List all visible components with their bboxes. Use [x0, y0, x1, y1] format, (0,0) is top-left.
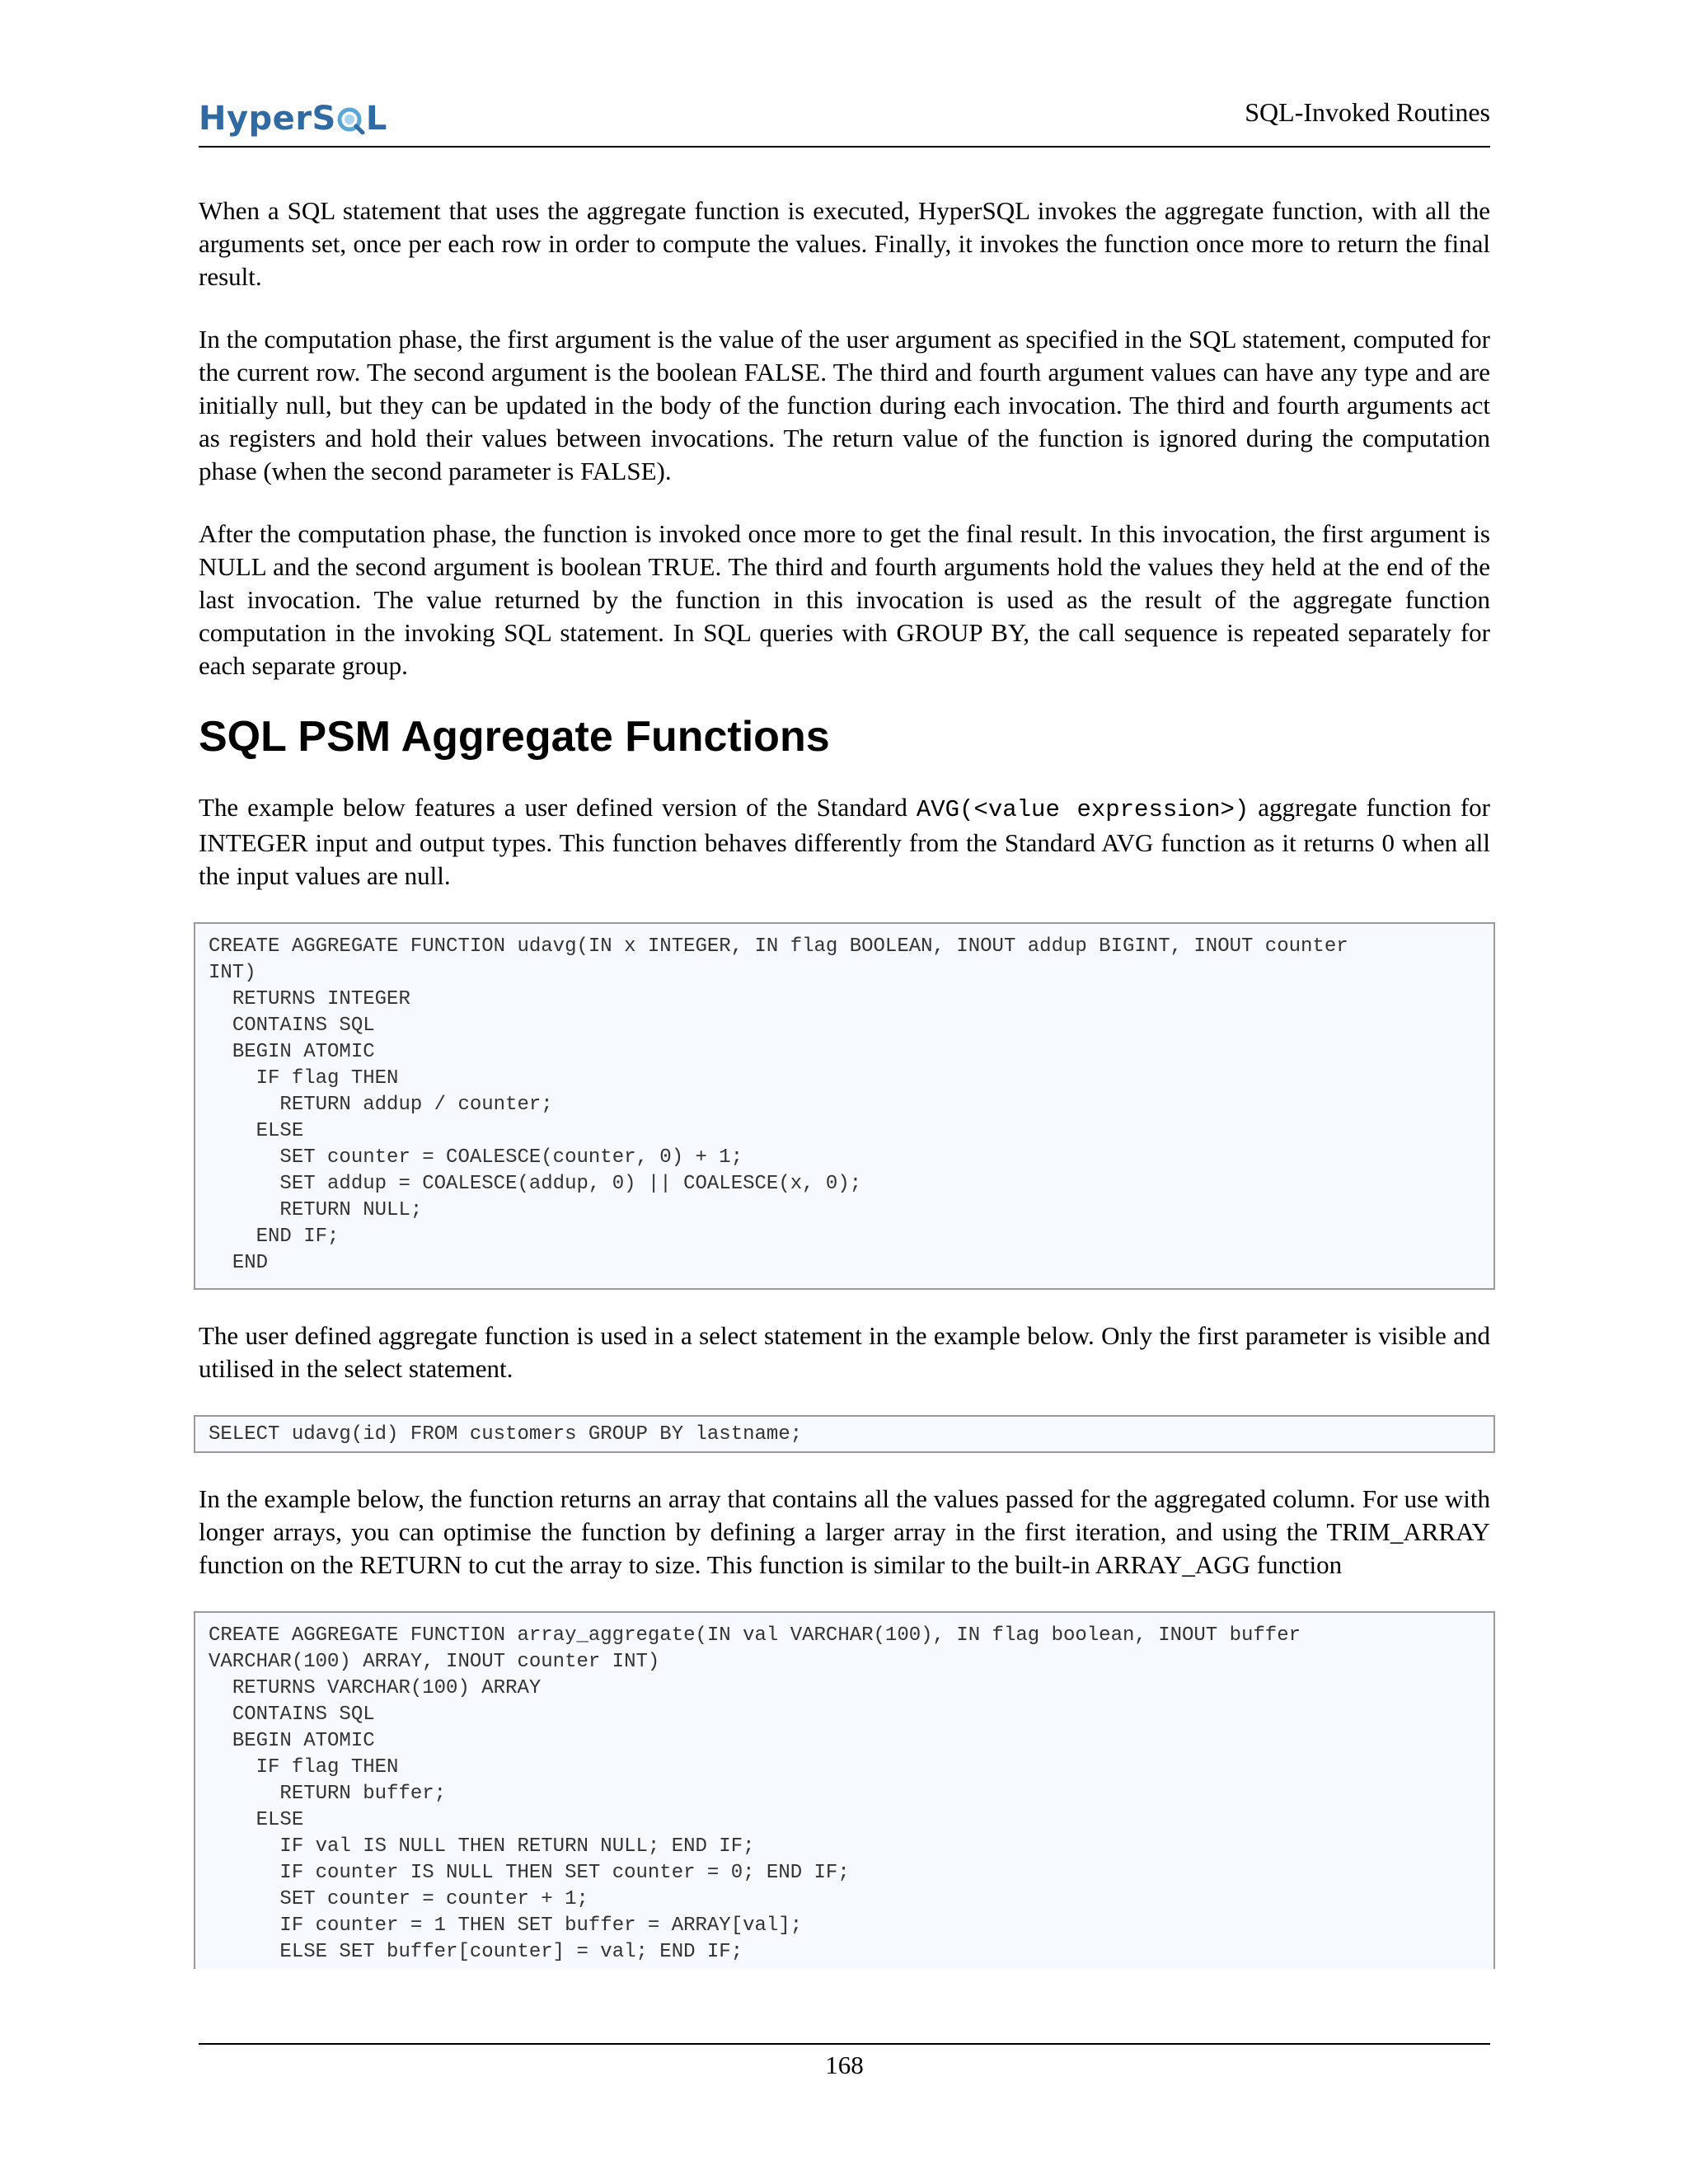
code-block-select: SELECT udavg(id) FROM customers GROUP BY lastname;	[194, 1415, 1495, 1453]
paragraph-udavg-intro-before: The example below features a user defined version of the Standard	[199, 793, 917, 822]
magnifier-q-icon	[337, 105, 365, 133]
logo-text-left: HyperS	[199, 100, 336, 138]
paragraph-udavg-intro-after: aggregate function for INTEGER input and output types. This function behaves differently from the Standard AVG function as it returns 0 when all the input values are null.	[199, 793, 1491, 890]
page-header	[199, 91, 1490, 148]
hypersql-logo	[199, 97, 387, 140]
paragraph-select-usage: The user defined aggregate function is used in a select statement in the example below. Only the first parameter is visible and utilised in the select statement.	[199, 1321, 1490, 1383]
chapter-title: SQL-Invoked Routines	[1245, 97, 1490, 127]
paragraph-computation-phase: In the computation phase, the first argument is the value of the user argument as specified in the SQL statement, computed for the current row. The second argument is the boolean FALSE. The third and fourth argument values can have any type and are initially null, but they can be updated in the body of the function during each invocation. The third and fourth arguments act as registers and hold their values between invocations. The return value of the function is ignored during the computation phase (when the second parameter is FALSE).	[199, 325, 1490, 485]
paragraph-aggregate-execution: When a SQL statement that uses the aggregate function is executed, HyperSQL invokes the aggregate function, with all the arguments set, once per each row in order to compute the values. Finally, it invokes the function once more to return the final result.	[199, 196, 1490, 291]
code-block-udavg: CREATE AGGREGATE FUNCTION udavg(IN x INTEGER, IN flag BOOLEAN, INOUT addup BIGINT, INOUT counter INT) RETURNS INTEGER CONTAINS SQL BEGIN ATOMIC IF flag THEN RETURN addup / counter; ELSE SET counter = COALESCE(counter, 0) + 1; SET addup = COALESCE(addup, 0) || COALESCE(x, 0); RETURN NULL; END IF; END	[194, 922, 1495, 1290]
code-block-array-aggregate: CREATE AGGREGATE FUNCTION array_aggregate(IN val VARCHAR(100), IN flag boolean, INOUT buffer VARCHAR(100) ARRAY, INOUT counter INT) RETURNS VARCHAR(100) ARRAY CONTAINS SQL BEGIN ATOMIC IF flag THEN RETURN buffer; ELSE IF val IS NULL THEN RETURN NULL; END IF; IF counter IS NULL THEN SET counter = 0; END IF; SET counter = counter + 1; IF counter = 1 THEN SET buffer = ARRAY[val]; ELSE SET buffer[counter] = val; END IF;	[194, 1611, 1495, 1969]
header-divider	[199, 146, 1490, 148]
paragraph-array-aggregate-intro: In the example below, the function returns an array that contains all the values passed for the aggregated column. For use with longer arrays, you can optimise the function by defining a larger array in the first iteration, and using the TRIM_ARRAY function on the RETURN to cut the array to size. This function is similar to the built-in ARRAY_AGG function	[199, 1484, 1490, 1579]
page-number: 168	[825, 2050, 864, 2079]
footer-divider	[199, 2043, 1490, 2045]
paragraph-final-result: After the computation phase, the function is invoked once more to get the final result. In this invocation, the first argument is NULL and the second argument is boolean TRUE. The third and fourth arguments hold the values they held at the end of the last invocation. The value returned by the function in this invocation is used as the result of the aggregate function computation in the invoking SQL statement. In SQL queries with GROUP BY, the call sequence is repeated separately for each separate group.	[199, 519, 1490, 680]
section-heading: SQL PSM Aggregate Functions	[199, 713, 830, 761]
logo-text-right: L	[365, 100, 387, 138]
paragraph-udavg-intro	[199, 791, 1490, 893]
page-content	[199, 194, 1490, 1969]
inline-code-avg: AVG(<value expression>)	[916, 796, 1250, 823]
